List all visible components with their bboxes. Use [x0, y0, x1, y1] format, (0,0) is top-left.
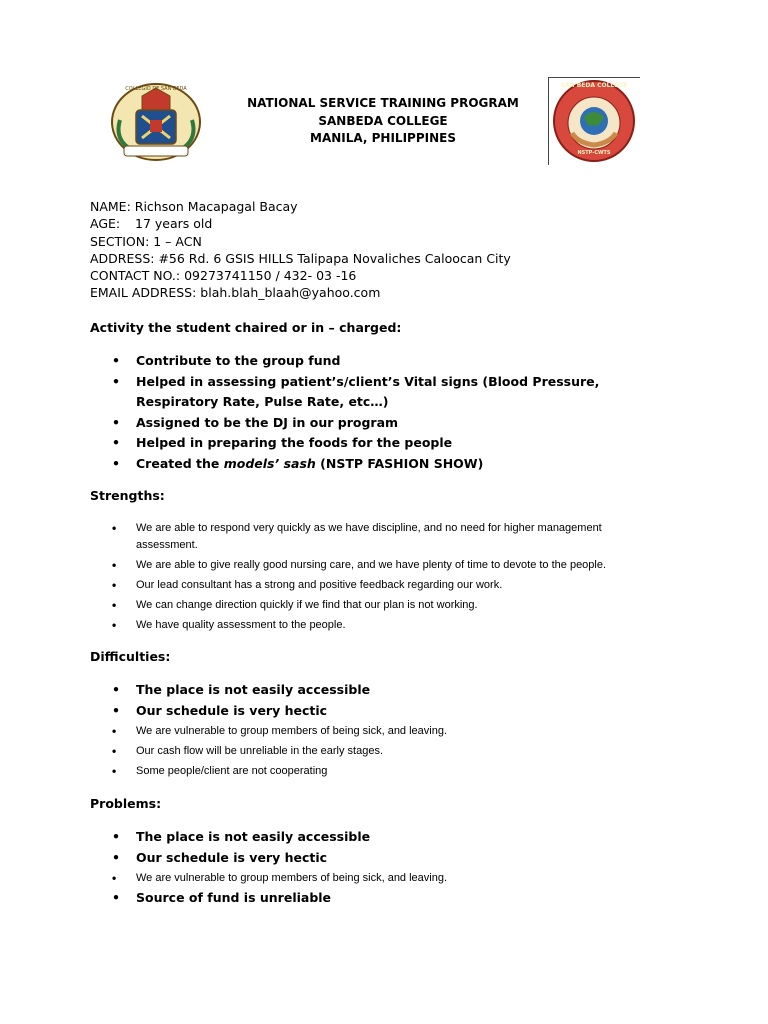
student-contact: CONTACT NO.: 09273741150 / 432- 03 -16	[90, 268, 357, 284]
student-section: SECTION: 1 – ACN	[90, 233, 202, 249]
student-age	[90, 215, 511, 232]
list-item: • We have quality assessment to the people.	[112, 617, 672, 634]
student-info	[90, 198, 511, 302]
strengths-list	[112, 520, 672, 637]
list-item: • Our cash flow will be unreliable in the early stages.	[112, 743, 672, 760]
activity-last-suffix: (NSTP FASHION SHOW)	[315, 455, 484, 471]
list-item: • Our schedule is very hectic	[112, 701, 672, 722]
list-item: • Source of fund is unreliable	[112, 888, 672, 909]
activity-title: Activity the student chaired or in – charged:	[90, 320, 402, 335]
list-item: • We are able to respond very quickly as we have discipline, and no need for higher management assessment.	[112, 520, 672, 554]
list-item: • We are able to give really good nursing care, and we have plenty of time to devote to the people.	[112, 557, 672, 574]
list-item: • We can change direction quickly if we find that our plan is not working.	[112, 597, 672, 614]
list-item: • We are vulnerable to group members of being sick, and leaving.	[112, 723, 672, 740]
list-item: • The place is not easily accessible	[112, 680, 672, 701]
header-line-3: MANILA, PHILIPPINES	[310, 131, 456, 145]
problems-list-plain	[112, 870, 672, 890]
student-name: NAME: Richson Macapagal Bacay	[90, 199, 298, 214]
list-item: • Some people/client are not cooperating	[112, 763, 672, 780]
problems-title: Problems:	[90, 796, 162, 811]
student-email: EMAIL ADDRESS: blah.blah_blaah@yahoo.com	[90, 285, 381, 301]
list-item: • Our schedule is very hectic	[112, 848, 672, 869]
difficulties-list-bold	[112, 680, 672, 721]
list-item: • The place is not easily accessible	[112, 827, 672, 848]
difficulties-title: Difficulties:	[90, 649, 171, 664]
activity-list	[112, 351, 672, 474]
list-item: • We are vulnerable to group members of being sick, and leaving.	[112, 870, 672, 887]
age-value: 17 years old	[135, 216, 213, 232]
header-line-1: NATIONAL SERVICE TRAINING PROGRAM	[247, 96, 519, 110]
right-logo-caption: SAN BEDA COLLEGE	[560, 82, 628, 89]
header-line-2: SANBEDA COLLEGE	[318, 113, 448, 128]
left-logo-caption: COLLEGIO DE SAN BEDA	[125, 86, 187, 92]
problems-list-bold	[112, 827, 672, 868]
list-item: • Helped in preparing the foods for the people	[112, 433, 672, 454]
difficulties-list-plain	[112, 723, 672, 783]
document-header	[230, 95, 536, 148]
list-item: • Contribute to the group fund	[112, 351, 672, 372]
list-item	[112, 454, 672, 475]
age-label: AGE:	[90, 216, 121, 232]
strengths-title: Strengths:	[90, 488, 165, 503]
activity-last-prefix: Created the	[136, 455, 224, 471]
list-item: • Assigned to be the DJ in our program	[112, 413, 672, 434]
list-item: • Our lead consultant has a strong and positive feedback regarding our work.	[112, 577, 672, 594]
list-item: • Helped in assessing patient’s/client’s Vital signs (Blood Pressure, Respiratory Rate, Pulse Rate, etc…)	[112, 372, 672, 413]
college-crest-icon	[110, 80, 202, 162]
student-address: ADDRESS: #56 Rd. 6 GSIS HILLS Talipapa Novaliches Caloocan City	[90, 250, 511, 266]
problems-list-last	[112, 888, 672, 909]
right-logo-bottom-caption: NSTP-CWTS	[577, 150, 611, 156]
activity-last-italic: models’ sash	[223, 455, 316, 471]
